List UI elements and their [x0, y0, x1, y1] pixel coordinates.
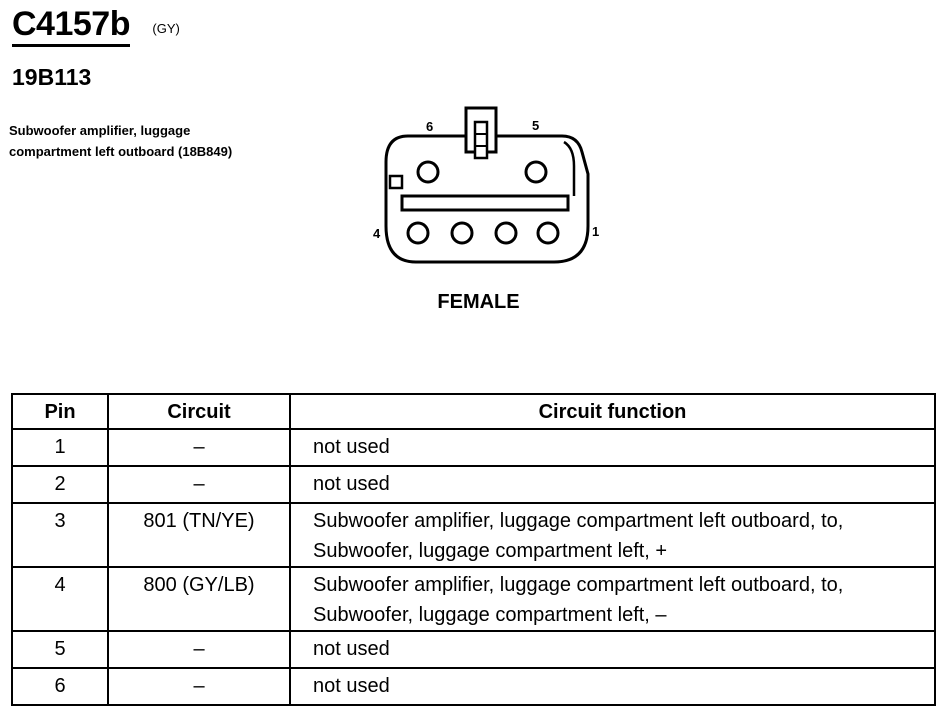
circuit-cell: –: [108, 631, 290, 668]
connector-color-code: (GY): [152, 21, 180, 36]
circuit-cell: 801 (TN/YE): [108, 503, 290, 567]
polarization-key: [390, 176, 402, 188]
latch-inner: [475, 122, 487, 158]
pin-2-cavity: [496, 223, 516, 243]
pin-label-5: 5: [532, 118, 540, 133]
function-cell: not used: [290, 466, 935, 503]
pin-3-cavity: [452, 223, 472, 243]
pin-cell: 1: [12, 429, 108, 466]
pin-cell: 3: [12, 503, 108, 567]
pin-label-6: 6: [426, 119, 434, 134]
pin-6-cavity: [418, 162, 438, 182]
pin-cell: 5: [12, 631, 108, 668]
function-cell: not used: [290, 631, 935, 668]
circuit-cell: 800 (GY/LB): [108, 567, 290, 631]
part-number: 19B113: [12, 64, 92, 90]
function-cell: Subwoofer amplifier, luggage compartment left outboard, to, Subwoofer, luggage compartment left, +: [290, 503, 935, 567]
pin-cell: 6: [12, 668, 108, 705]
pin-assignment-table: [11, 393, 936, 706]
function-cell: not used: [290, 668, 935, 705]
header-pin: Pin: [12, 394, 108, 429]
table-row: [12, 429, 935, 466]
pin-5-cavity: [526, 162, 546, 182]
table-row: [12, 503, 935, 567]
function-cell: not used: [290, 429, 935, 466]
circuit-cell: –: [108, 466, 290, 503]
connector-description: Subwoofer amplifier, luggage compartment left outboard (18B849): [9, 123, 233, 159]
table-row: [12, 631, 935, 668]
connector-gender-label: FEMALE: [437, 291, 520, 313]
header-circuit-function: Circuit function: [290, 394, 935, 429]
function-cell: Subwoofer amplifier, luggage compartment left outboard, to, Subwoofer, luggage compartment left, –: [290, 567, 935, 631]
pin-4-cavity: [408, 223, 428, 243]
pin-1-cavity: [538, 223, 558, 243]
table-row: [12, 466, 935, 503]
connector-id: C4157b: [12, 6, 130, 47]
table-row: [12, 668, 935, 705]
circuit-cell: –: [108, 429, 290, 466]
pin-cell: 2: [12, 466, 108, 503]
connector-face-diagram: [360, 96, 620, 276]
center-slot: [402, 196, 568, 210]
pin-label-4: 4: [373, 226, 381, 241]
pin-cell: 4: [12, 567, 108, 631]
table-header-row: [12, 394, 935, 429]
connector-header: [12, 6, 180, 47]
circuit-cell: –: [108, 668, 290, 705]
header-circuit: Circuit: [108, 394, 290, 429]
table-row: [12, 567, 935, 631]
pin-label-1: 1: [592, 224, 600, 239]
